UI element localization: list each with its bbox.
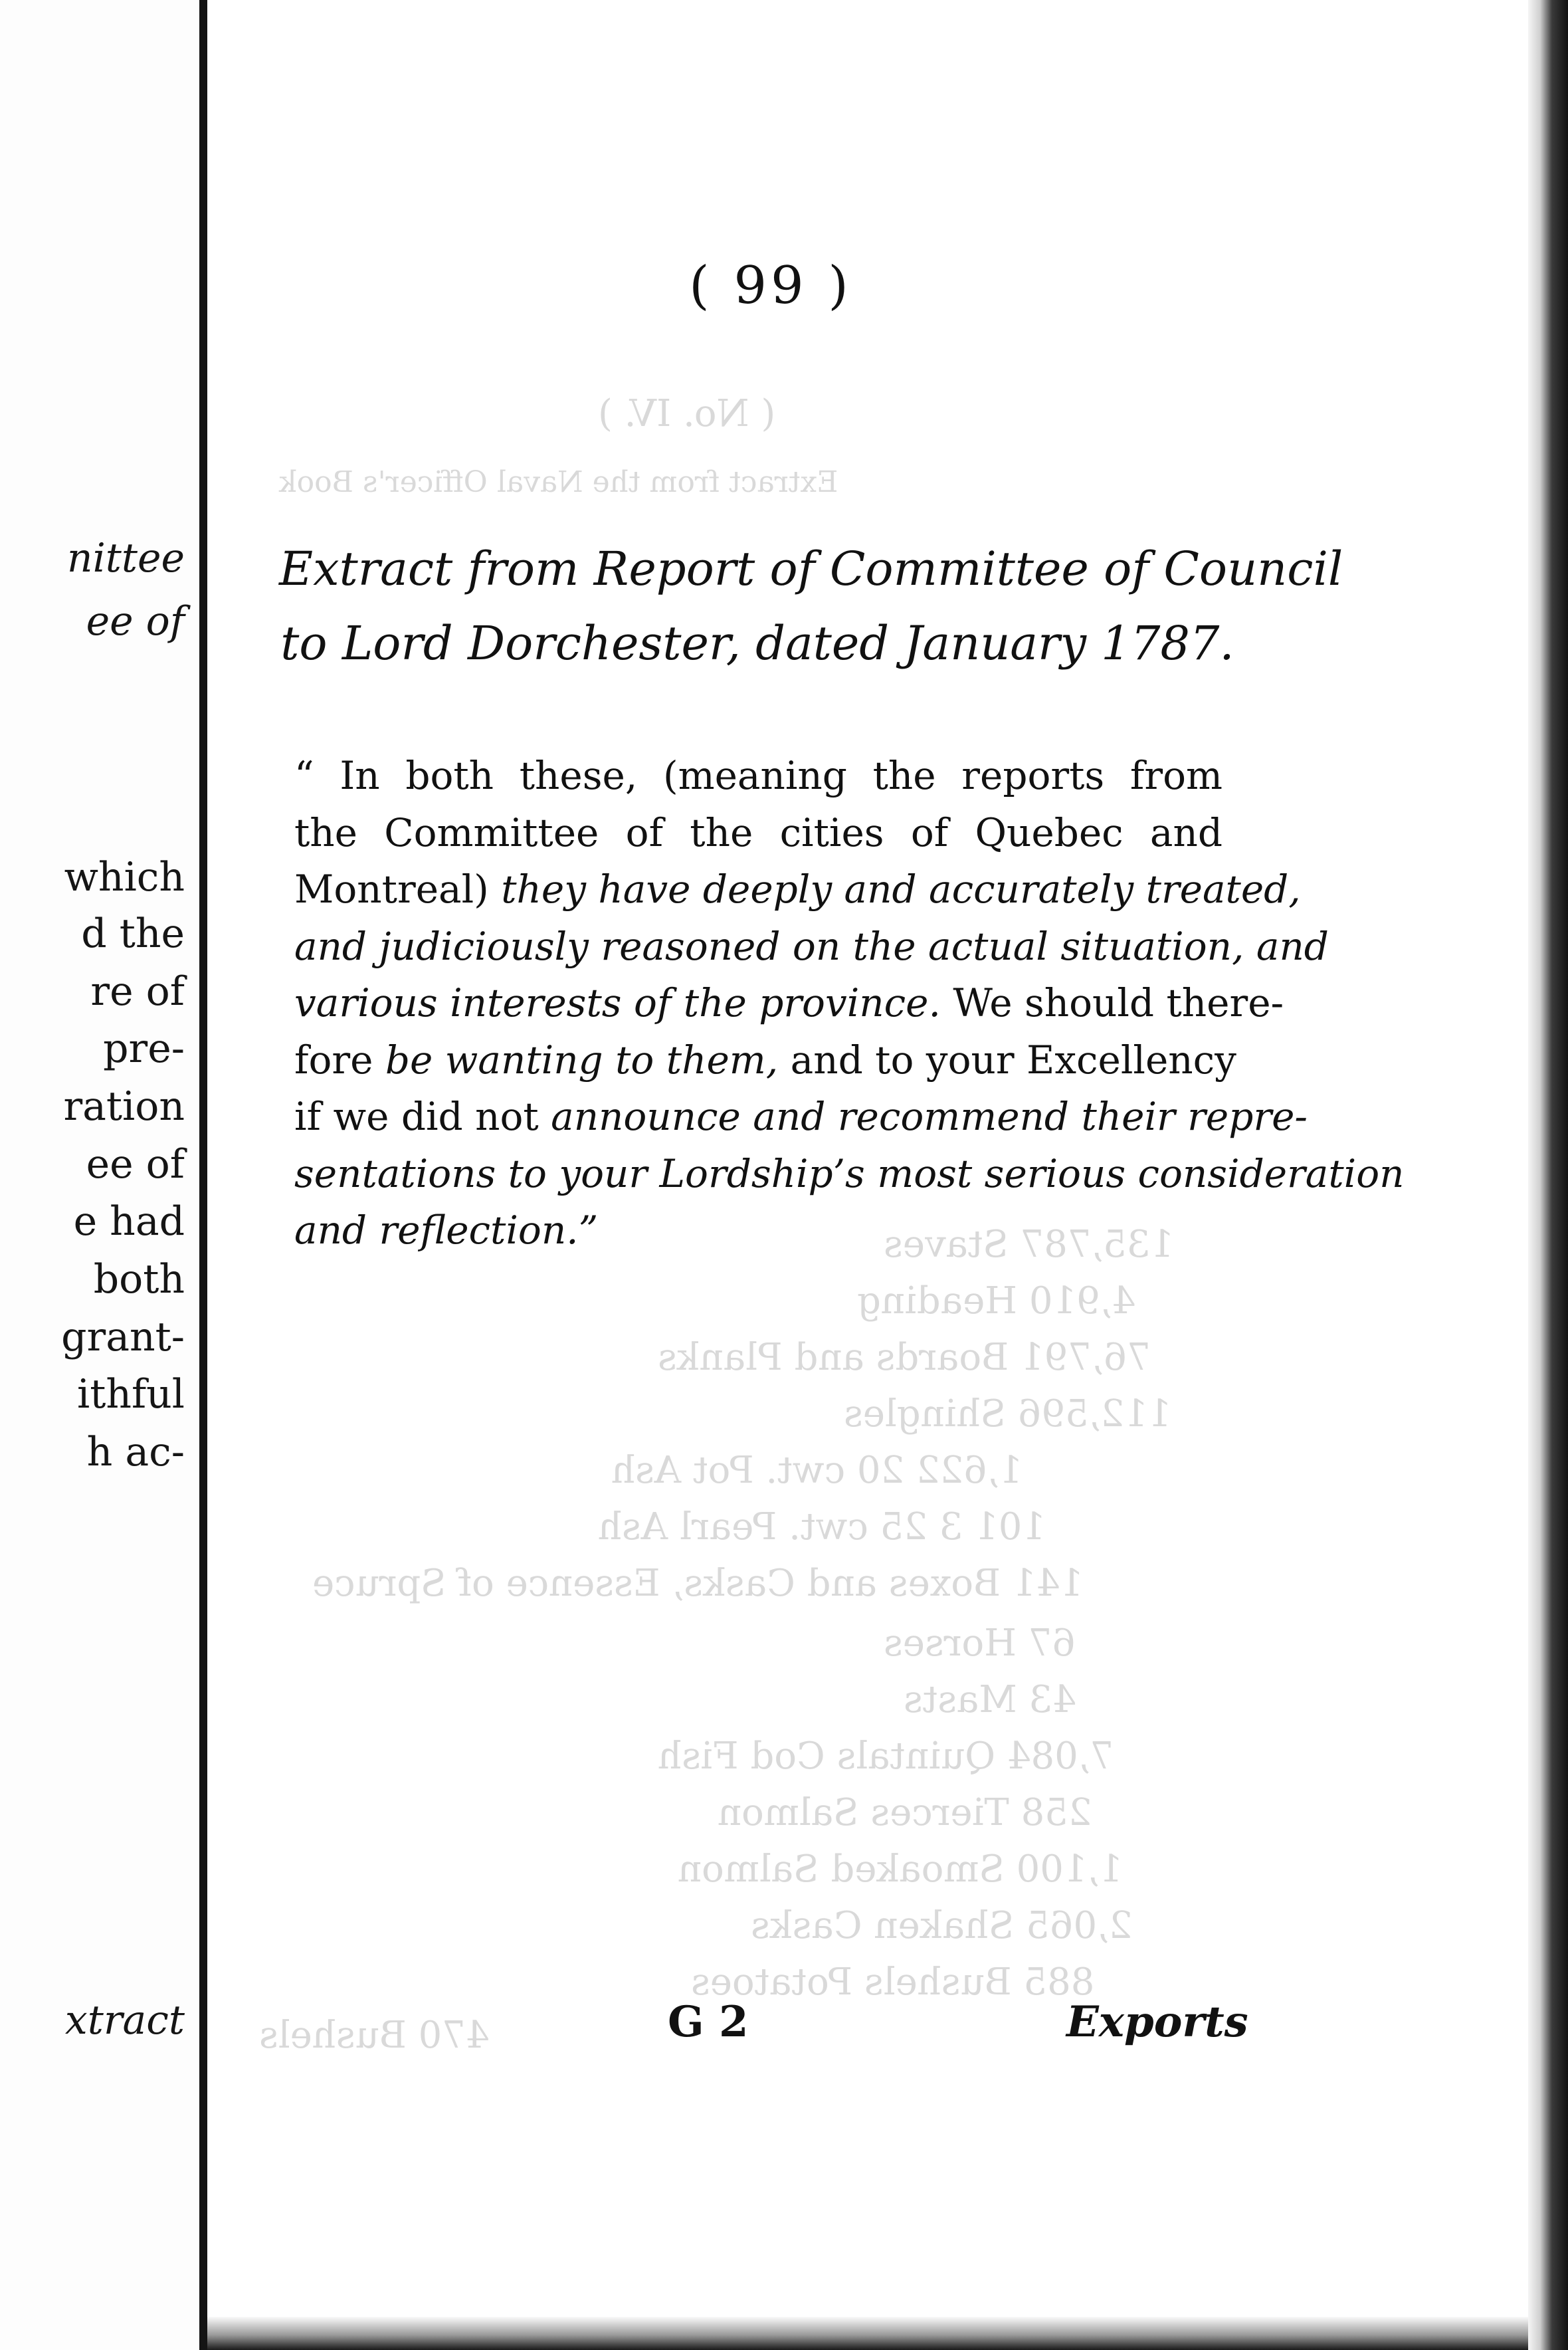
- bleed-through-line: 67 Horses: [884, 1622, 1076, 1665]
- page-edge-shadow: [1528, 0, 1568, 2350]
- signature-mark: G 2: [668, 1997, 749, 2047]
- bleed-through-line: 101 3 25 cwt. Pearl Ash: [598, 1505, 1046, 1549]
- bleed-through-line: 4,910 Heading: [857, 1279, 1136, 1323]
- bleed-through-line: 141 Boxes and Casks, Essence of Spruce: [312, 1562, 1084, 1605]
- bleed-through-line: Extract from the Naval Officer's Book: [279, 465, 838, 499]
- catchword: Exports: [1066, 1997, 1248, 2047]
- bleed-through-line: 2,065 Shaken Casks: [751, 1904, 1133, 1947]
- passage-line: “ In both these, (meaning the reports from: [294, 753, 1223, 798]
- bleed-through-line: 1,100 Smoaked Salmon: [678, 1848, 1123, 1891]
- left-page-fragment: xtract: [64, 1997, 185, 2044]
- passage-line: sentations to your Lordship’s most serious consideration: [294, 1150, 1405, 1196]
- left-page-fragment: d the: [81, 910, 185, 957]
- passage-line: and reflection.”: [294, 1208, 599, 1253]
- left-page-fragment: h ac-: [86, 1429, 185, 1475]
- bleed-through-line: 112,596 Shingles: [844, 1392, 1172, 1436]
- left-page-fragment: nittee: [66, 535, 185, 582]
- left-page-fragment: re of: [90, 968, 185, 1015]
- left-page-fragment: which: [64, 854, 185, 901]
- bleed-through-line: 7,084 Quintals Cod Fish: [658, 1735, 1114, 1778]
- passage-line: and judiciously reasoned on the actual situation, and: [294, 923, 1329, 969]
- bleed-through-line: 470 Bushels: [259, 2014, 490, 2057]
- heading-line: Extract from Report of Committee of Council: [279, 542, 1343, 596]
- bleed-through-line: ( No. IV. ): [598, 392, 776, 435]
- left-page-fragment: pre-: [103, 1025, 185, 1072]
- heading-line: to Lord Dorchester, dated January 1787.: [280, 616, 1234, 671]
- previous-page-margin: [0, 0, 199, 2350]
- page-bottom-shadow: [207, 2317, 1528, 2350]
- passage-line: if we did not announce and recommend their repre-: [294, 1094, 1308, 1139]
- document-heading: [279, 532, 1343, 681]
- left-page-fragment: both: [93, 1256, 185, 1303]
- left-page-fragment: ee of: [86, 1141, 185, 1188]
- page-number: ( 99 ): [689, 256, 852, 316]
- bleed-through-line: 135,787 Staves: [884, 1223, 1175, 1266]
- quoted-passage: [294, 748, 1405, 1259]
- bleed-through-line: 76,791 Boards and Planks: [658, 1336, 1151, 1379]
- left-page-fragment: ration: [63, 1083, 185, 1130]
- bleed-through-line: 43 Masts: [904, 1678, 1076, 1721]
- bleed-through-line: 1,622 20 cwt. Pot Ash: [611, 1449, 1023, 1492]
- bleed-through-line: 885 Bushels Potatoes: [691, 1961, 1095, 2004]
- passage-line: fore be wanting to them, and to your Excellency: [294, 1037, 1236, 1083]
- left-page-fragment: ithful: [77, 1371, 185, 1418]
- page-gutter: [199, 0, 207, 2350]
- left-page-fragment: ee of: [86, 598, 185, 645]
- left-page-fragment: grant-: [61, 1314, 185, 1360]
- passage-line: the Committee of the cities of Quebec and: [294, 809, 1223, 855]
- passage-line: Montreal) they have deeply and accurately treated,: [294, 867, 1301, 912]
- passage-line: various interests of the province. We should there-: [294, 980, 1284, 1025]
- bleed-through-line: 258 Tierces Salmon: [718, 1791, 1092, 1834]
- left-page-fragment: e had: [73, 1198, 185, 1245]
